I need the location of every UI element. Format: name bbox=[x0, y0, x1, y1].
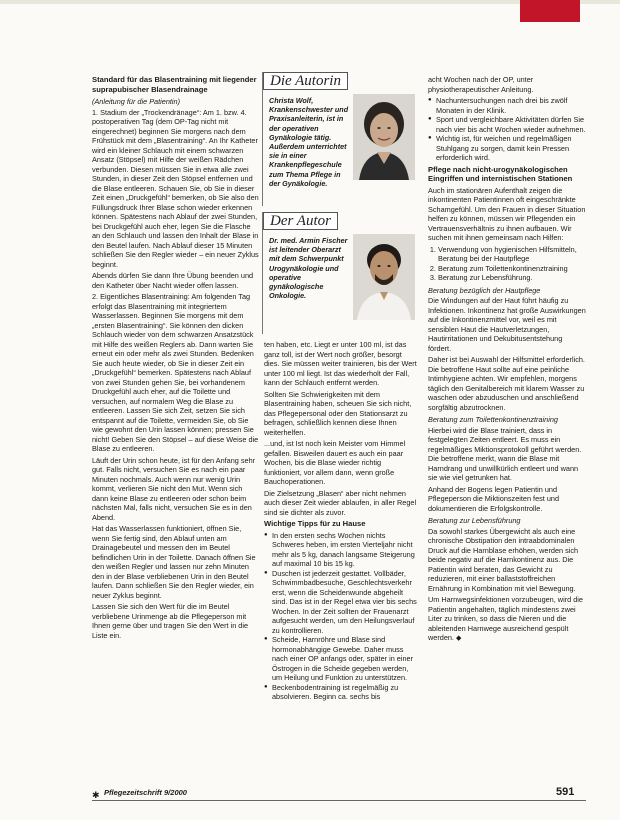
paragraph: Läuft der Urin schon heute, ist für den Anfang sehr gut. Falls nicht, versuchen Sie es nach ein paar Minuten nochmals. Auch wenn nur wenig Urin kommt, verlieren Sie nicht den Mut. Wenn sich dann keine Blase zu entleeren oder schon beim nächsten Mal, falls nicht, versuchen Sie es in den Abend. bbox=[92, 455, 256, 522]
paragraph: Daher ist bei Auswahl der Hilfsmittel erforderlich. Die betroffene Haut sollte auf eine peinliche Intimhygiene achten. Wir empfehlen, morgens täglich den Genitalbereich mit klarem Wasser zu waschen oder abzuduschen und anschließend sorgfältig abzutrocknen. bbox=[428, 355, 585, 412]
article-column-3 bbox=[428, 75, 586, 765]
paragraph: Auch im stationären Aufenthalt zeigen die inkontinenten Patientinnen oft eingeschränkte Schamgefühl. Um den Frauen in dieser Situation helfen zu können, müssen wir Pflegenden ein Vertrauensverhältnis zu ihnen aufbauen. Wir suchen mit ihnen gemeinsam nach Hilfen: bbox=[428, 185, 586, 242]
list-item: 2. Beratung zum Toilettenkontinenztraining bbox=[438, 264, 586, 274]
list-item: ● Duschen ist jederzeit gestattet. Vollbäder, Schwimmbadbesuche, Geschlechtsverkehr erst, wenn die Scheidenwunde abgeheilt sind. Das ist in der Regel etwa vier bis sechs Wochen. In der Zeit sollten der Frauenarzt aufgesucht werden, um den Heilungsverlauf zu kontrollieren. bbox=[272, 569, 419, 636]
list-item: 1. Verwendung von hygienischen Hilfsmitteln, Beratung bei der Hautpflege bbox=[438, 245, 586, 264]
paragraph: Sollten Sie Schwierigkeiten mit dem Blasentraining haben, scheuen Sie sich nicht, das Pflegepersonal oder den Stationsarzt zu befragen, schließlich kennen diese Ihnen weiterhelfen. bbox=[264, 389, 412, 437]
bullet-list bbox=[428, 96, 586, 163]
list-item: 3. Beratung zur Lebensführung. bbox=[438, 273, 586, 283]
paragraph: Hat das Wasserlassen funktioniert, öffnen Sie, wenn Sie fertig sind, den Ablauf unten am Drainagebeutel und messen den im Beutel befindlichen Urin in der Toilette. Danach öffnen Sie den weißen Regler und lassen nur zehn Minuten den in der Blase verbliebenen Urin in den Beutel laufen. Dann schließen Sie den Regler wieder, ein neuer Zyklus beginnt. bbox=[92, 524, 256, 600]
section-heading: Standard für das Blasentraining mit liegender suprapubischer Blasendrainage bbox=[92, 75, 257, 94]
list-item: ● In den ersten sechs Wochen nichts Schweres heben, im ersten Vierteljahr nicht mehr als 5 kg, danach langsame Steigerung auf maximal 10 bis 15 kg. bbox=[272, 531, 419, 569]
section-heading: Pflege nach nicht-urogynäkologischen Eingriffen und internistischen Stationen bbox=[428, 164, 573, 183]
author-bio: Dr. med. Armin Fischer ist leitender Oberarzt mit dem Schwerpunkt Urogynäkologie und operative gynäkologische Onkologie. bbox=[269, 236, 348, 301]
subsection-heading: Beratung zum Toilettenkontinenztraining bbox=[428, 415, 558, 424]
section-color-tab bbox=[520, 0, 580, 22]
subsection-heading: Beratung zur Lebensführung bbox=[428, 516, 521, 525]
paragraph: Die Zielsetzung „Blasen“ aber nicht nehmen auch dieser Zeit wieder ablaufen, in aller Regel sind sie dichter als zuvor. bbox=[264, 488, 417, 517]
article-column-1 bbox=[92, 75, 260, 765]
paragraph: ...und, ist Ist noch kein Meister vom Himmel gefallen. Bisweilen dauert es auch ein paar Wochen, bis die Blase wieder richtig funktioniert, vor allem dann, wenn große Bauchoperationen. bbox=[264, 439, 406, 486]
tips-heading: Wichtige Tipps für zu Hause bbox=[264, 519, 366, 528]
author-bio: Christa Wolf, Krankenschwester und Praxisanleiterin, ist in der operativen Gynäkologie tätig. Außerdem unterrichtet sie in einer Krankenpflegeschule zum Thema Pflege in der Gynäkologie. bbox=[269, 96, 349, 188]
paragraph: Lassen Sie sich den Wert für die im Beutel verbliebene Urinmenge ab die Pflegeperson mit Ihnen gerne über und tragen Sie den Wert in die Liste ein. bbox=[92, 602, 249, 640]
paragraph: Hierbei wird die Blase trainiert, dass in festgelegten Zeiten entleert. Es muss ein regelmäßiges Miktionsprotokoll geführt werden. Die betroffene merkt, wann die Blase mit Harndrang und unwillkürlich entleert und wann sie wie viel getrunken hat. bbox=[428, 425, 582, 482]
paragraph: 1. Stadium der „Trockendränage“: Am 1. bzw. 4. postoperativen Tag (dem OP-Tag nicht mit eingerechnet) beginnen Sie morgens nach dem Frühstück mit dem „Blasentraining“. An Ihr Katheter wird ein kleiner Schlauch mit einem schwarzen Ansatz (Stöpsel) mit Hilfe der weißen Rädchen verbunden. Diesen müssen Sie in etwa alle zwei Stunden, in dieser Zeit den Stöpsel entfernen und die Blase entleeren. Schauen Sie, ob Sie in dieser Zeit einen „Druckgefühl“ bemerken, ob Sie also den Füllungsdruck Ihrer Blase schon wieder erkennen können. Spätestens nach Ablauf der zwei Stunden, bei Druckgefühl auch eher, legen Sie die Flasche an den Schlauch und lassen den Inhalt der Blase in den Beutel laufen. Nach Ablauf dieser 15 Minuten schließen Sie den Regler wieder – ein neuer Zyklus beginnt. bbox=[92, 107, 259, 269]
paragraph: Anhand der Bogens legen Patientin und Pflegeperson die Miktionszeiten fest und dokumentieren die Erfolgskontrolle. bbox=[428, 484, 560, 513]
journal-name: Pflegezeitschrift 9/2000 bbox=[104, 788, 187, 797]
author-box-heading: Die Autorin bbox=[263, 72, 348, 90]
end-mark-icon: ◆ bbox=[456, 635, 462, 642]
paragraph-text: Um Harnwegsinfektionen vorzubeugen, wird die Patientin angehalten, täglich mindestens zwei Liter zu trinken, so dass die Nieren und die ableitenden Harnwege ausreichend gespült werden. bbox=[428, 595, 583, 642]
author-photo bbox=[353, 234, 415, 320]
paragraph: Da sowohl starkes Übergewicht als auch eine chronische Obstipation den intraabdominalen Druck auf die Harnblase erhöhen, werden sich beide negativ auf die Harnkontinenz aus. Die Patientin wird beraten, das Gewicht zu reduzieren, mit einer ballaststoffreichen Ernährung in Kombination mit viel Bewegung. bbox=[428, 526, 579, 593]
list-item: ● Scheide, Harnröhre und Blase sind hormonabhängige Gewebe. Daher muss nach einer OP anfangs oder, später in einer Östrogen in die Scheide gegeben werden, um Heilung und Funktion zu unterstützen. bbox=[272, 635, 419, 683]
numbered-list bbox=[428, 245, 586, 283]
tips-list bbox=[264, 531, 419, 702]
paragraph: ten haben, etc. Liegt er unter 100 ml, ist das ganz toll, ist der Wert noch größer, besorgt dies. Sie müssen weiter trainieren, bis der Wert unter 100 ml liegt. Ist das wiederholt der Fall, kann der Schlauch entfernt werden. bbox=[264, 340, 417, 387]
list-item: ● Wichtig ist, für weichen und regelmäßigen Stuhlgang zu sorgen, damit kein Pressen erforderlich wird. bbox=[436, 134, 586, 163]
paragraph: 2. Eigentliches Blasentraining: Am folgenden Tag erfolgt das Blasentraining mit integriertem Wasserlassen. Beginnen Sie morgens mit dem „ersten Blasentraining“. Sie können den dicken Schlauch wieder von dem schwarzen Ansatzstück mit Hilfe des weißen Reglers ab. Dann warten Sie erneut ein oder mehr als zwei Stunden. Bedenken Sie auch heute wieder, ob Sie in dieser Zeit ein „Druckgefühl“ bemerken. Spätestens nach Ablauf von zwei Stunden gehen Sie, bei vorhandenem Druckgefühl auch eher, auf die Toilette und versuchen, auf normalem Weg die Blase zu entleeren. Lassen Sie sich Zeit, setzen Sie sich entspannt auf die Toilette, vermeiden Sie, ob Sie wie gewohnt den Urin lassen können; pressen Sie nicht! Geben Sie den Stöpsel – auf diese Weise die Blase zu entleeren. bbox=[92, 292, 259, 453]
paragraph: Abends dürfen Sie dann Ihre Übung beenden und den Katheter über Nacht wieder offen lassen. bbox=[92, 271, 254, 290]
page-number: 591 bbox=[556, 786, 575, 798]
journal-logo-icon: ✱ bbox=[92, 790, 100, 800]
list-item: ● Beckenbodentraining ist regelmäßig zu absolvieren. Beginn ca. sechs bis bbox=[272, 683, 419, 702]
paragraph: Die Windungen auf der Haut führt häufig zu Infektionen. Inkontinenz hat große Auswirkungen auf die Inkontinenzmittel vor, weil es mit sensiblen Haut die Hautverletzungen, Hautirritationen und Dekubitusentstehung fördert. bbox=[428, 296, 586, 353]
paragraph bbox=[428, 595, 586, 644]
list-item: ● Sport und vergleichbare Aktivitäten dürfen Sie nach vier bis acht Wochen wieder aufnehmen. bbox=[436, 115, 586, 134]
author-box-female bbox=[262, 72, 420, 206]
list-item: ● Nachuntersuchungen nach drei bis zwölf Monaten in der Klinik. bbox=[436, 96, 586, 115]
author-box-heading: Der Autor bbox=[263, 212, 338, 230]
paragraph: acht Wochen nach der OP, unter physiotherapeutischer Anleitung. bbox=[428, 75, 534, 94]
section-subheading: (Anleitung für die Patientin) bbox=[92, 97, 181, 106]
author-photo bbox=[353, 94, 415, 180]
author-box-male bbox=[262, 212, 420, 334]
footer-rule bbox=[92, 800, 586, 801]
article-column-2 bbox=[264, 340, 419, 765]
subsection-heading: Beratung bezüglich der Hautpflege bbox=[428, 285, 541, 295]
